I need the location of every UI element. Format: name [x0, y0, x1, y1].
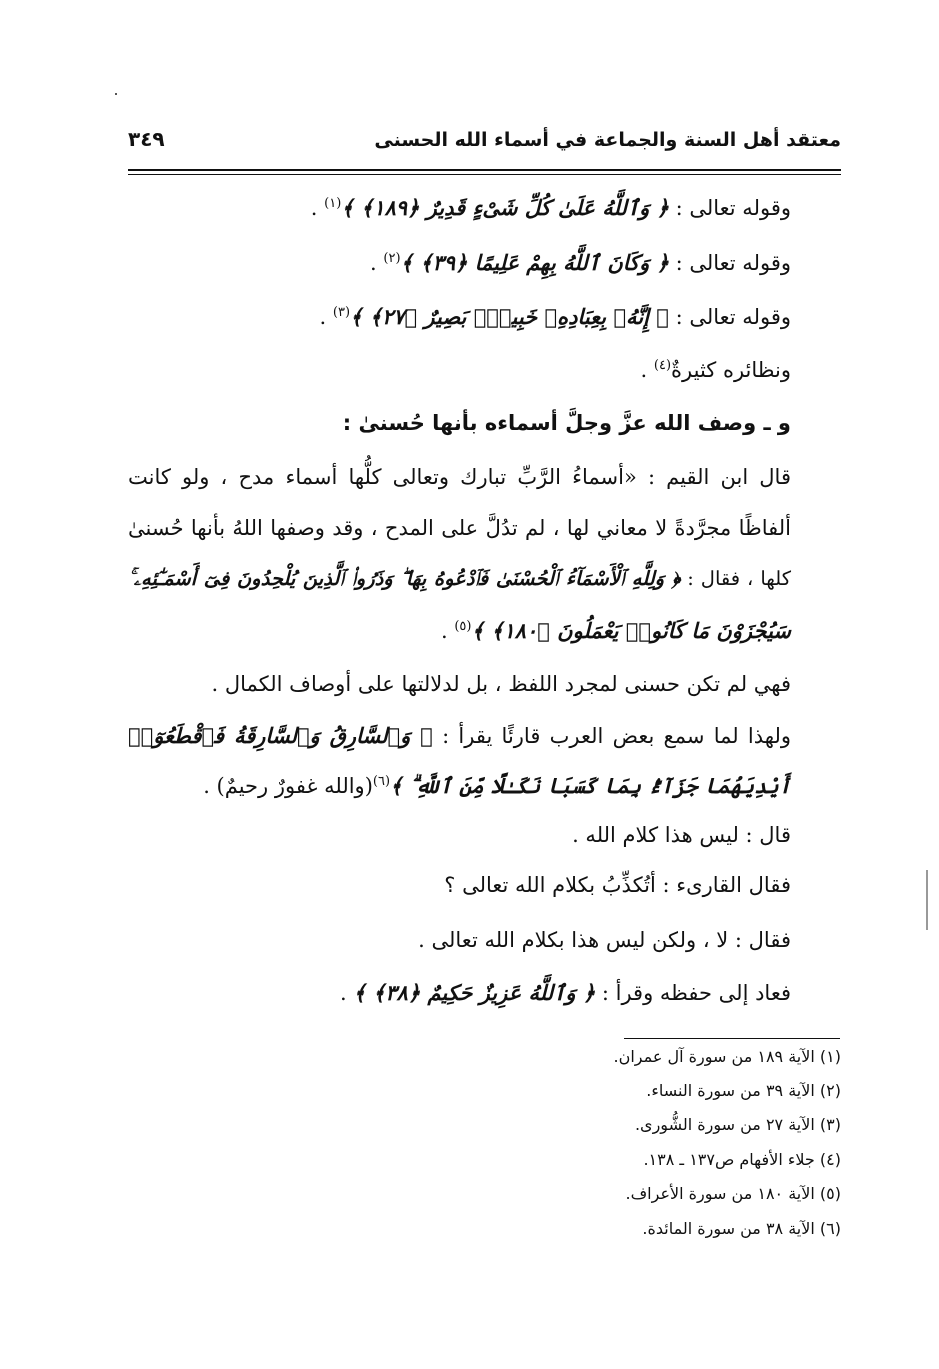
- paragraph-1-line-3: [128, 567, 791, 590]
- footnote-ref: (٦): [372, 774, 391, 789]
- period: .: [310, 196, 325, 220]
- text: ونظائره كثيرةٌ: [671, 358, 791, 382]
- dialogue-line-2: فقال القارىء : أتُكذِّبُ بكلام الله تعالى ؟: [444, 873, 791, 897]
- quran-verse: ﴿ وَكَانَ ٱللَّهُ بِهِمْ عَلِيمًا ﴿٣٩﴾ ﴾: [400, 250, 669, 275]
- scan-speck: [115, 93, 117, 95]
- verse-line-3: [320, 304, 791, 330]
- period: .: [440, 619, 455, 643]
- quran-verse: أَيْدِيَهُمَا جَزَآءًۢ بِمَا كَسَبَا نَكَـٰلًا مِّنَ ٱللَّهِ ۗ ﴾: [390, 773, 791, 798]
- header-rule-thin: [128, 174, 841, 175]
- footnote-ref: (٢): [383, 251, 401, 266]
- paragraph-1-line-4: [441, 618, 791, 644]
- footnote-5: (٥) الآية ١٨٠ من سورة الأعراف.: [625, 1184, 841, 1203]
- page-number: ٣٤٩: [128, 127, 165, 151]
- page-edge-shadow: [926, 870, 928, 930]
- verse-line-1: [311, 195, 791, 221]
- period: .: [339, 981, 354, 1005]
- header-rule-thick: [128, 169, 841, 171]
- footnote-ref: (١): [324, 196, 342, 211]
- quran-verse: ﴿ وَٱلسَّارِقُ وَٱلسَّارِقَةُ فَٱقْطَعُوٓا۟: [128, 723, 433, 748]
- paragraph-1-line-1: قال ابن القيم : «أسماءُ الرَّبِّ تبارك وتعالى كلُّها أسماء مدح ، ولو كانت: [128, 465, 791, 489]
- footnote-1: (١) الآية ١٨٩ من سورة آل عمران.: [613, 1047, 841, 1066]
- verse-line-2: [370, 250, 791, 276]
- text: فعاد إلى حفظه وقرأ :: [601, 981, 791, 1005]
- footnote-3: (٣) الآية ٢٧ من سورة الشُّورى.: [634, 1115, 841, 1134]
- footnote-4: (٤) جلاء الأفهام ص١٣٧ ـ ١٣٨.: [643, 1150, 841, 1169]
- paragraph-1-line-2: ألفاظًا مجرَّدةً لا معاني لها ، لم تدُلَّ على المدح ، وقد وصفها اللهُ بأنها حُسنىٰ: [128, 516, 791, 540]
- page-header: [128, 125, 841, 161]
- footnote-2: (٢) الآية ٣٩ من سورة النساء.: [646, 1081, 841, 1100]
- running-title: معتقد أهل السنة والجماعة في أسماء الله الحسنى: [374, 129, 841, 151]
- section-heading: و ـ وصف الله عزَّ وجلَّ أسماءه بأنها حُسنىٰ :: [342, 411, 791, 435]
- verse-intro: كلها ، فقال :: [687, 567, 791, 590]
- paragraph-2: فهي لم تكن حسنى لمجرد اللفظ ، بل لدلالتها على أوصاف الكمال .: [211, 672, 791, 696]
- text: ولهذا لما سمع بعض العرب قارئًا يقرأ :: [442, 724, 791, 748]
- period: .: [640, 358, 654, 382]
- period: .: [370, 251, 384, 275]
- paragraph-3-line-1: [128, 723, 791, 749]
- text-line-4: [641, 358, 791, 383]
- footnote-separator: [624, 1038, 840, 1039]
- footnote-ref: (٥): [454, 619, 472, 634]
- verse-intro: وقوله تعالى :: [675, 251, 791, 275]
- dialogue-line-4: [340, 980, 791, 1006]
- period: .: [319, 305, 333, 329]
- quran-verse: ﴿ وَلِلَّهِ ٱلْأَسْمَآءُ ٱلْحُسْنَىٰ فَٱدْعُوهُ بِهَا ۖ وَذَرُوا۟ ٱلَّذِينَ يُلْحِدُونَ فِىٓ أَسْمَـٰٓئِهِۦ ۚ: [128, 567, 681, 590]
- footnote-ref: (٣): [332, 305, 351, 320]
- quran-verse: ﴿ وَٱللَّهُ عَزِيزٌ حَكِيمٌ ﴿٣٨﴾ ﴾: [353, 980, 596, 1005]
- paragraph-3-line-2: [203, 773, 791, 799]
- verse-intro: وقوله تعالى :: [675, 196, 791, 220]
- footnote-6: (٦) الآية ٣٨ من سورة المائدة.: [642, 1219, 841, 1238]
- verse-intro: وقوله تعالى :: [675, 305, 791, 329]
- quran-verse: ﴿ إِنَّهُۥ بِعِبَادِهِۦ خَبِيرٌۢ بَصِيرٌ ﴿٢٧﴾ ﴾: [350, 304, 669, 329]
- quran-verse: ﴿ وَٱللَّهُ عَلَىٰ كُلِّ شَىْءٍ قَدِيرٌ ﴿١٨٩﴾ ﴾: [341, 195, 669, 220]
- dialogue-line-1: قال : ليس هذا كلام الله .: [572, 823, 791, 847]
- text: (والله غفورٌ رحيمٌ) .: [203, 774, 373, 798]
- footnote-ref: (٤): [653, 358, 672, 373]
- dialogue-line-3: فقال : لا ، ولكن ليس هذا بكلام الله تعالى .: [418, 928, 791, 952]
- quran-verse: سَيُجْزَوْنَ مَا كَانُوا۟ يَعْمَلُونَ ﴿١٨٠﴾ ﴾: [471, 618, 791, 643]
